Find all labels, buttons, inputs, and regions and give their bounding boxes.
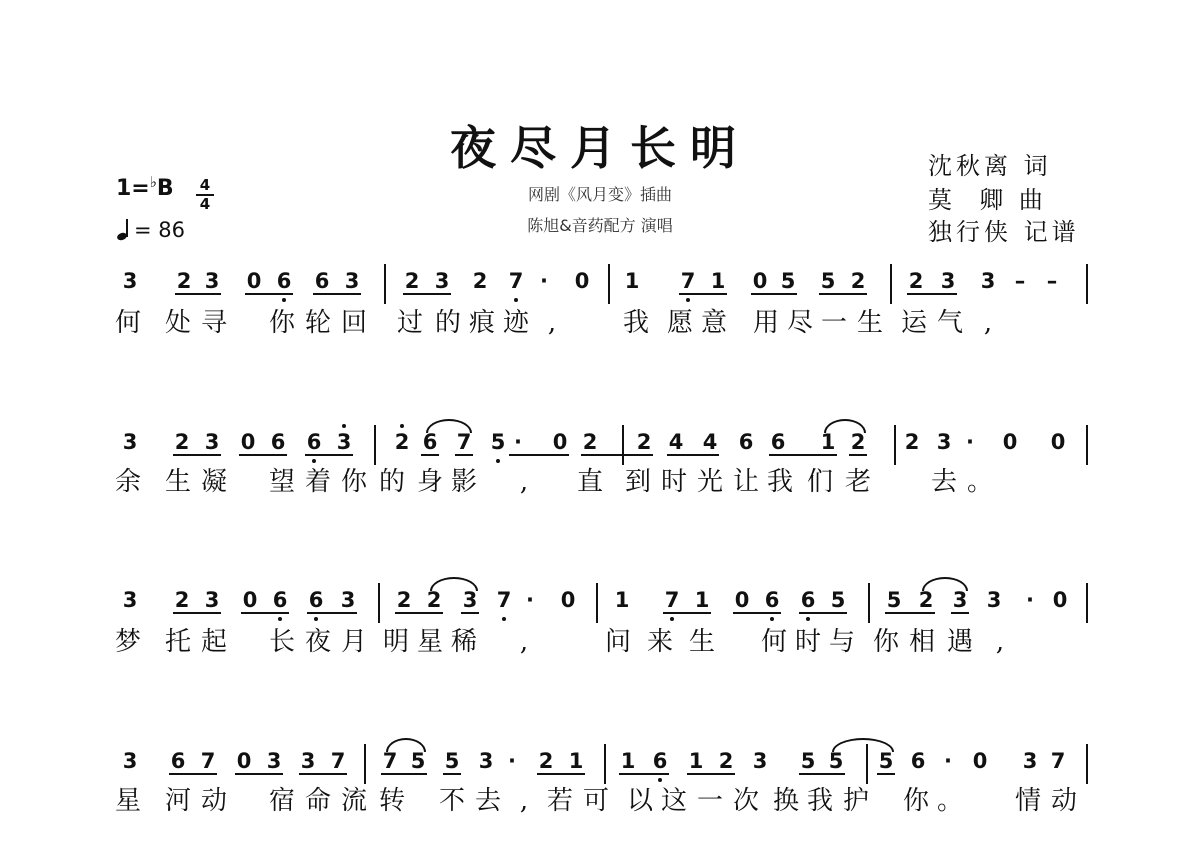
slur-arc	[426, 419, 472, 433]
note: 6	[270, 430, 286, 454]
key-signature	[116, 173, 174, 201]
note: ·	[508, 749, 516, 773]
lyric-syllable: 你	[268, 308, 295, 338]
lyric-syllable: 光	[696, 467, 723, 497]
key-note: B	[156, 176, 174, 201]
quarter-note-icon	[116, 217, 134, 241]
note: 5	[878, 749, 894, 773]
lyric-syllable: 处	[164, 308, 191, 338]
note: 6	[314, 269, 330, 293]
note: 2	[174, 430, 190, 454]
lyric-syllable: 月	[340, 627, 367, 657]
eighth-underline	[455, 454, 473, 456]
eighth-underline	[461, 612, 479, 614]
note: 2	[174, 588, 190, 612]
lyric-syllable: 。	[966, 467, 993, 497]
eighth-underline	[951, 612, 969, 614]
eighth-underline	[173, 612, 221, 614]
lyric-syllable: 轮	[304, 308, 331, 338]
note: 0	[560, 588, 576, 612]
note: 0	[242, 588, 258, 612]
eighth-underline	[403, 293, 451, 295]
lyric-syllable: 我	[806, 786, 833, 816]
low-octave-dot	[658, 778, 662, 782]
note: 7	[680, 269, 696, 293]
lyric-syllable: 一	[820, 308, 847, 338]
note: 3	[204, 269, 220, 293]
lyric-syllable: 遇	[946, 627, 973, 657]
note: 6	[800, 588, 816, 612]
lyricist-credit: 沈秋离 词	[928, 152, 1052, 180]
eighth-underline	[849, 454, 867, 456]
lyric-syllable: 转	[378, 786, 405, 816]
lyric-syllable: 的	[434, 308, 461, 338]
eighth-underline	[239, 454, 287, 456]
eighth-underline	[799, 773, 845, 775]
note: 2	[918, 588, 934, 612]
note: 3	[300, 749, 316, 773]
bar-line	[384, 264, 386, 304]
note: 3	[980, 269, 996, 293]
note: 2	[850, 269, 866, 293]
eighth-underline	[235, 773, 283, 775]
note: –	[1046, 269, 1058, 293]
bar-line	[1086, 744, 1088, 784]
high-octave-dot	[342, 424, 346, 428]
note: 7	[330, 749, 346, 773]
lyric-syllable: 问	[604, 627, 631, 657]
lyric-syllable: 以	[626, 786, 653, 816]
time-bottom: 4	[199, 195, 211, 213]
lyric-syllable: 动	[200, 786, 227, 816]
note: 3	[434, 269, 450, 293]
eighth-underline	[885, 612, 935, 614]
lyric-syllable: 次	[732, 786, 759, 816]
note: 1	[688, 749, 704, 773]
note: 2	[582, 430, 598, 454]
song-title: 夜尽月长明	[450, 121, 750, 175]
slur-arc	[824, 419, 866, 433]
low-octave-dot	[502, 617, 506, 621]
eighth-underline	[305, 454, 353, 456]
tempo-marking	[116, 217, 185, 242]
lyric-syllable: 何	[114, 308, 141, 338]
note: 2	[404, 269, 420, 293]
note: 3	[336, 430, 352, 454]
lyric-syllable: 着	[304, 467, 331, 497]
note: 1	[710, 269, 726, 293]
note: 3	[462, 588, 478, 612]
eighth-underline	[307, 612, 357, 614]
lyric-syllable: 夜	[304, 627, 331, 657]
eighth-underline	[733, 612, 781, 614]
note: 0	[734, 588, 750, 612]
note: 2	[394, 430, 410, 454]
lyric-syllable: 凝	[200, 467, 227, 497]
eighth-underline	[687, 773, 735, 775]
note: 6	[272, 588, 288, 612]
note: 0	[574, 269, 590, 293]
note: 6	[306, 430, 322, 454]
note: 5	[444, 749, 460, 773]
note: 3	[752, 749, 768, 773]
bar-line	[890, 264, 892, 304]
performers: 陈旭&音药配方 演唱	[527, 216, 673, 235]
lyric-syllable: 若	[546, 786, 573, 816]
lyric-syllable: 影	[450, 467, 477, 497]
lyric-syllable: 我	[766, 467, 793, 497]
note: ·	[526, 588, 534, 612]
lyric-syllable: 稀	[450, 627, 477, 657]
key-prefix: 1=	[116, 176, 150, 201]
lyric-syllable: 身	[416, 467, 443, 497]
eighth-underline	[877, 773, 895, 775]
note: 3	[340, 588, 356, 612]
eighth-underline	[509, 454, 569, 456]
lyric-syllable: 明	[382, 627, 409, 657]
note: 2	[904, 430, 920, 454]
note: 3	[940, 269, 956, 293]
lyric-syllable: 运	[900, 308, 927, 338]
note: 7	[508, 269, 524, 293]
bar-line	[378, 583, 380, 623]
note: 6	[764, 588, 780, 612]
note: 6	[170, 749, 186, 773]
note: 6	[276, 269, 292, 293]
time-top: 4	[199, 176, 211, 194]
lyric-syllable: 愿	[666, 308, 693, 338]
lyric-syllable: 痕	[468, 308, 495, 338]
bar-line	[596, 583, 598, 623]
note: 3	[986, 588, 1002, 612]
note: 3	[122, 588, 138, 612]
lyric-syllable: 相	[908, 627, 935, 657]
lyric-syllable: 托	[164, 627, 191, 657]
note: 7	[200, 749, 216, 773]
note: ·	[944, 749, 952, 773]
bar-line	[364, 744, 366, 784]
lyric-syllable: 一	[696, 786, 723, 816]
note: 3	[122, 749, 138, 773]
note: 7	[496, 588, 512, 612]
note: 1	[820, 430, 836, 454]
note: 6	[308, 588, 324, 612]
composer-credit: 莫 卿 曲	[928, 186, 1047, 214]
song-subtitle: 网剧《风月变》插曲	[527, 185, 672, 204]
high-octave-dot	[400, 424, 404, 428]
lyric-syllable: 长	[268, 627, 295, 657]
note: 3	[936, 430, 952, 454]
low-octave-dot	[770, 617, 774, 621]
bar-line	[604, 744, 606, 784]
note: 3	[122, 269, 138, 293]
low-octave-dot	[496, 459, 500, 463]
flat-icon: ♭	[149, 173, 157, 191]
note: 5	[828, 749, 844, 773]
lyric-syllable: 望	[268, 467, 295, 497]
lyric-syllable: 流	[340, 786, 367, 816]
lyric-syllable: 星	[416, 627, 443, 657]
note: 1	[614, 588, 630, 612]
lyric-syllable: 河	[164, 786, 191, 816]
lyric-syllable: 。	[936, 786, 963, 816]
eighth-underline	[751, 293, 797, 295]
lyric-syllable: 来	[646, 627, 673, 657]
note: 2	[176, 269, 192, 293]
note: 2	[718, 749, 734, 773]
lyric-syllable: 可	[582, 786, 609, 816]
lyric-syllable: 命	[304, 786, 331, 816]
lyric-syllable: 寻	[200, 308, 227, 338]
note: 3	[204, 430, 220, 454]
lyric-syllable: 尽	[786, 308, 813, 338]
lyric-syllable: 去	[474, 786, 501, 816]
lyric-syllable: 动	[1050, 786, 1077, 816]
bar-line	[1086, 583, 1088, 623]
eighth-underline	[421, 454, 439, 456]
note: 1	[624, 269, 640, 293]
note: –	[1014, 269, 1026, 293]
lyric-syllable: 们	[806, 467, 833, 497]
note: 5	[780, 269, 796, 293]
note: 1	[568, 749, 584, 773]
lyric-syllable: 迹	[502, 308, 529, 338]
bar-line	[1086, 425, 1088, 465]
lyric-syllable: 用	[752, 308, 779, 338]
note: 4	[668, 430, 684, 454]
note: 0	[972, 749, 988, 773]
note: ·	[1026, 588, 1034, 612]
note: 3	[266, 749, 282, 773]
lyric-syllable: 你	[872, 627, 899, 657]
low-octave-dot	[686, 298, 690, 302]
eighth-underline	[175, 293, 221, 295]
note: 0	[1050, 430, 1066, 454]
lyric-syllable: 与	[828, 627, 855, 657]
eighth-underline	[667, 454, 719, 456]
note: 3	[478, 749, 494, 773]
note: 0	[240, 430, 256, 454]
note: 3	[344, 269, 360, 293]
eighth-underline	[395, 612, 443, 614]
slur-arc	[430, 577, 478, 591]
note: 6	[422, 430, 438, 454]
lyric-syllable: 换	[772, 786, 799, 816]
eighth-underline	[443, 773, 461, 775]
lyric-syllable: 你	[340, 467, 367, 497]
note: 7	[456, 430, 472, 454]
note: 3	[952, 588, 968, 612]
note: 0	[552, 430, 568, 454]
bar-line	[868, 583, 870, 623]
eighth-underline	[769, 454, 837, 456]
eighth-underline	[299, 773, 347, 775]
lyric-syllable: 生	[856, 308, 883, 338]
lyric-syllable: 余	[114, 467, 141, 497]
eighth-underline	[241, 612, 289, 614]
eighth-underline	[169, 773, 217, 775]
lyric-syllable: 生	[688, 627, 715, 657]
note: 3	[1022, 749, 1038, 773]
note: 2	[396, 588, 412, 612]
note: 5	[820, 269, 836, 293]
lyric-syllable: 你	[902, 786, 929, 816]
low-octave-dot	[312, 459, 316, 463]
note: 5	[410, 749, 426, 773]
lyric-syllable: ,	[519, 467, 529, 497]
low-octave-dot	[278, 617, 282, 621]
low-octave-dot	[806, 617, 810, 621]
lyric-syllable: 这	[660, 786, 687, 816]
note: ·	[540, 269, 548, 293]
lyric-syllable: ,	[519, 627, 529, 657]
transcriber-credit: 独行侠 记谱	[928, 218, 1080, 246]
lyric-syllable: 时	[660, 467, 687, 497]
note: 5	[490, 430, 506, 454]
note: 7	[664, 588, 680, 612]
lyric-syllable: ,	[995, 627, 1005, 657]
note: 1	[620, 749, 636, 773]
note: 1	[694, 588, 710, 612]
lyric-syllable: 星	[114, 786, 141, 816]
low-octave-dot	[282, 298, 286, 302]
bar-line	[622, 425, 624, 465]
note: 2	[426, 588, 442, 612]
bar-line	[894, 425, 896, 465]
eighth-underline	[313, 293, 361, 295]
low-octave-dot	[514, 298, 518, 302]
eighth-underline	[907, 293, 957, 295]
note: 3	[204, 588, 220, 612]
note: 0	[752, 269, 768, 293]
note: 2	[636, 430, 652, 454]
lyric-syllable: 何	[760, 627, 787, 657]
note: 3	[122, 430, 138, 454]
eighth-underline	[799, 612, 847, 614]
lyric-syllable: 直	[576, 467, 603, 497]
lyric-syllable: 到	[624, 467, 651, 497]
slur-arc	[832, 738, 894, 752]
lyric-syllable: 情	[1014, 786, 1041, 816]
lyric-syllable: ,	[547, 308, 557, 338]
lyric-syllable: 时	[794, 627, 821, 657]
lyric-syllable: 去	[930, 467, 957, 497]
eighth-underline	[619, 773, 669, 775]
lyric-syllable: 气	[936, 308, 963, 338]
lyric-syllable: 我	[622, 308, 649, 338]
lyric-syllable: 护	[842, 786, 869, 816]
note: 6	[770, 430, 786, 454]
note: 4	[702, 430, 718, 454]
bar-line	[1086, 264, 1088, 304]
lyric-syllable: 梦	[114, 627, 141, 657]
note: ·	[966, 430, 974, 454]
bar-line	[608, 264, 610, 304]
note: 0	[246, 269, 262, 293]
note: 7	[1050, 749, 1066, 773]
lyric-syllable: 意	[700, 308, 727, 338]
lyric-syllable: ,	[519, 786, 529, 816]
note: 2	[538, 749, 554, 773]
bar-line	[374, 425, 376, 465]
note: 0	[1052, 588, 1068, 612]
lyric-syllable: 不	[438, 786, 465, 816]
lyric-syllable: 回	[340, 308, 367, 338]
lyric-syllable: ,	[983, 308, 993, 338]
eighth-underline	[245, 293, 293, 295]
note: 2	[850, 430, 866, 454]
lyric-syllable: 生	[164, 467, 191, 497]
lyric-syllable: 的	[378, 467, 405, 497]
lyric-syllable: 老	[844, 467, 871, 497]
low-octave-dot	[670, 617, 674, 621]
tempo-value: = 86	[134, 218, 185, 242]
eighth-underline	[819, 293, 867, 295]
note: 0	[236, 749, 252, 773]
note: 6	[910, 749, 926, 773]
lyric-syllable: 起	[200, 627, 227, 657]
note: 2	[472, 269, 488, 293]
lyric-syllable: 让	[732, 467, 759, 497]
low-octave-dot	[314, 617, 318, 621]
note: 5	[830, 588, 846, 612]
note: 2	[908, 269, 924, 293]
eighth-underline	[679, 293, 727, 295]
note: 7	[382, 749, 398, 773]
note: 5	[800, 749, 816, 773]
note: 5	[886, 588, 902, 612]
lyric-syllable: 宿	[268, 786, 295, 816]
slur-arc	[386, 738, 426, 752]
time-signature	[196, 178, 214, 212]
eighth-underline	[581, 454, 653, 456]
note: 6	[652, 749, 668, 773]
eighth-underline	[663, 612, 711, 614]
note: ·	[514, 430, 522, 454]
lyric-syllable: 过	[396, 308, 423, 338]
slur-arc	[922, 577, 968, 591]
eighth-underline	[537, 773, 585, 775]
eighth-underline	[381, 773, 427, 775]
eighth-underline	[173, 454, 221, 456]
note: 0	[1002, 430, 1018, 454]
note: 6	[738, 430, 754, 454]
